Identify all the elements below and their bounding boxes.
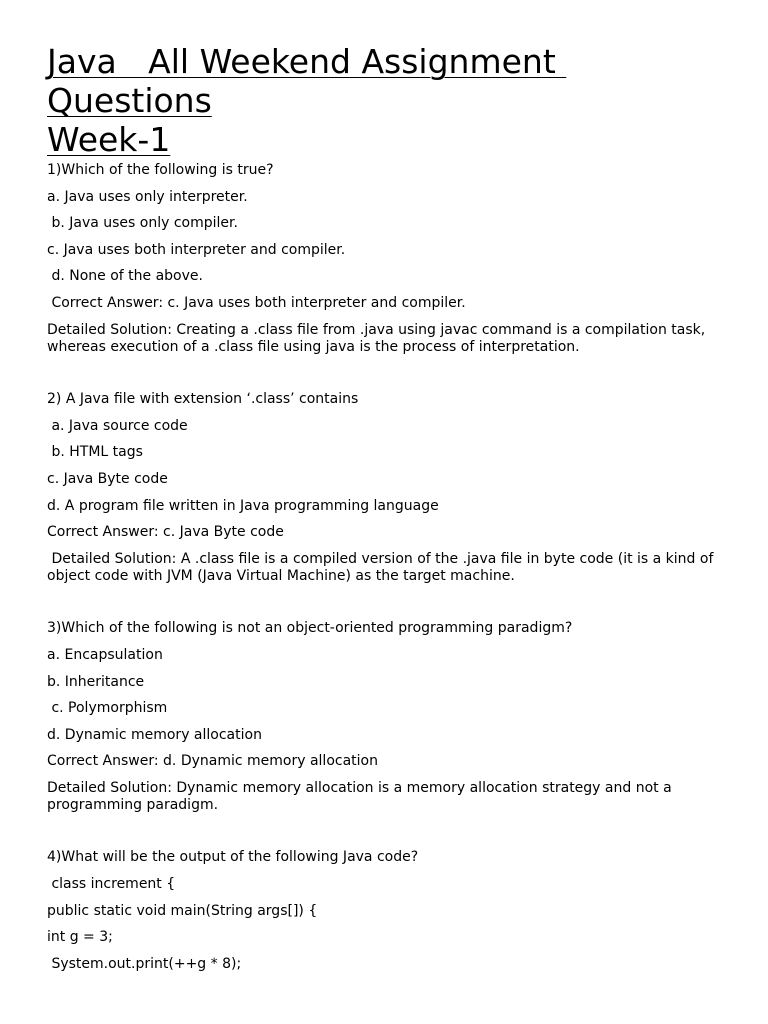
question-4 <box>47 849 728 972</box>
question-text: 2) A Java file with extension ‘.class’ contains <box>47 391 359 408</box>
detailed-solution: Detailed Solution: Creating a .class file from .java using javac command is a compilation task, whereas execution of a .class file using java is the process of interpretation. <box>47 321 710 355</box>
spacer <box>47 823 728 849</box>
option-b: b. Java uses only compiler. <box>47 215 238 232</box>
correct-answer: Correct Answer: c. Java Byte code <box>47 524 284 541</box>
option-d: d. A program file written in Java programming language <box>47 497 439 514</box>
detailed-solution: Detailed Solution: Dynamic memory allocation is a memory allocation strategy and not a programming paradigm. <box>47 779 677 813</box>
option-c: c. Polymorphism <box>47 700 168 717</box>
question-1 <box>47 162 728 356</box>
question-text: 1)Which of the following is true? <box>47 162 274 178</box>
detailed-solution: Detailed Solution: A .class file is a compiled version of the .java file in byte code (it is a kind of object code with JVM (Java Virtual Machine) as the target machine. <box>47 550 718 584</box>
option-c: c. Java Byte code <box>47 470 168 487</box>
title-line-1: Java All Weekend Assignment <box>47 42 567 81</box>
code-line: public static void main(String args[]) { <box>47 902 318 919</box>
option-a: a. Encapsulation <box>47 646 163 663</box>
correct-answer: Correct Answer: d. Dynamic memory allocation <box>47 753 378 770</box>
code-line: System.out.print(++g * 8); <box>47 955 242 972</box>
option-b: b. Inheritance <box>47 673 145 690</box>
question-2 <box>47 391 728 585</box>
spacer <box>47 365 728 391</box>
code-line: class increment { <box>47 876 176 893</box>
option-d: d. Dynamic memory allocation <box>47 726 262 743</box>
document-title <box>47 42 728 159</box>
option-a: a. Java uses only interpreter. <box>47 188 248 205</box>
option-a: a. Java source code <box>47 417 188 434</box>
title-line-3: Week-1 <box>47 120 171 159</box>
title-line-2: Questions <box>47 81 212 120</box>
option-c: c. Java uses both interpreter and compiler. <box>47 241 346 258</box>
document-body <box>47 162 728 973</box>
option-d: d. None of the above. <box>47 268 203 285</box>
question-text: 4)What will be the output of the following Java code? <box>47 849 419 866</box>
question-text: 3)Which of the following is not an object-oriented programming paradigm? <box>47 620 573 637</box>
spacer <box>47 594 728 620</box>
correct-answer: Correct Answer: c. Java uses both interpreter and compiler. <box>47 294 466 311</box>
option-b: b. HTML tags <box>47 444 143 461</box>
question-3 <box>47 620 728 814</box>
code-line: int g = 3; <box>47 929 113 946</box>
